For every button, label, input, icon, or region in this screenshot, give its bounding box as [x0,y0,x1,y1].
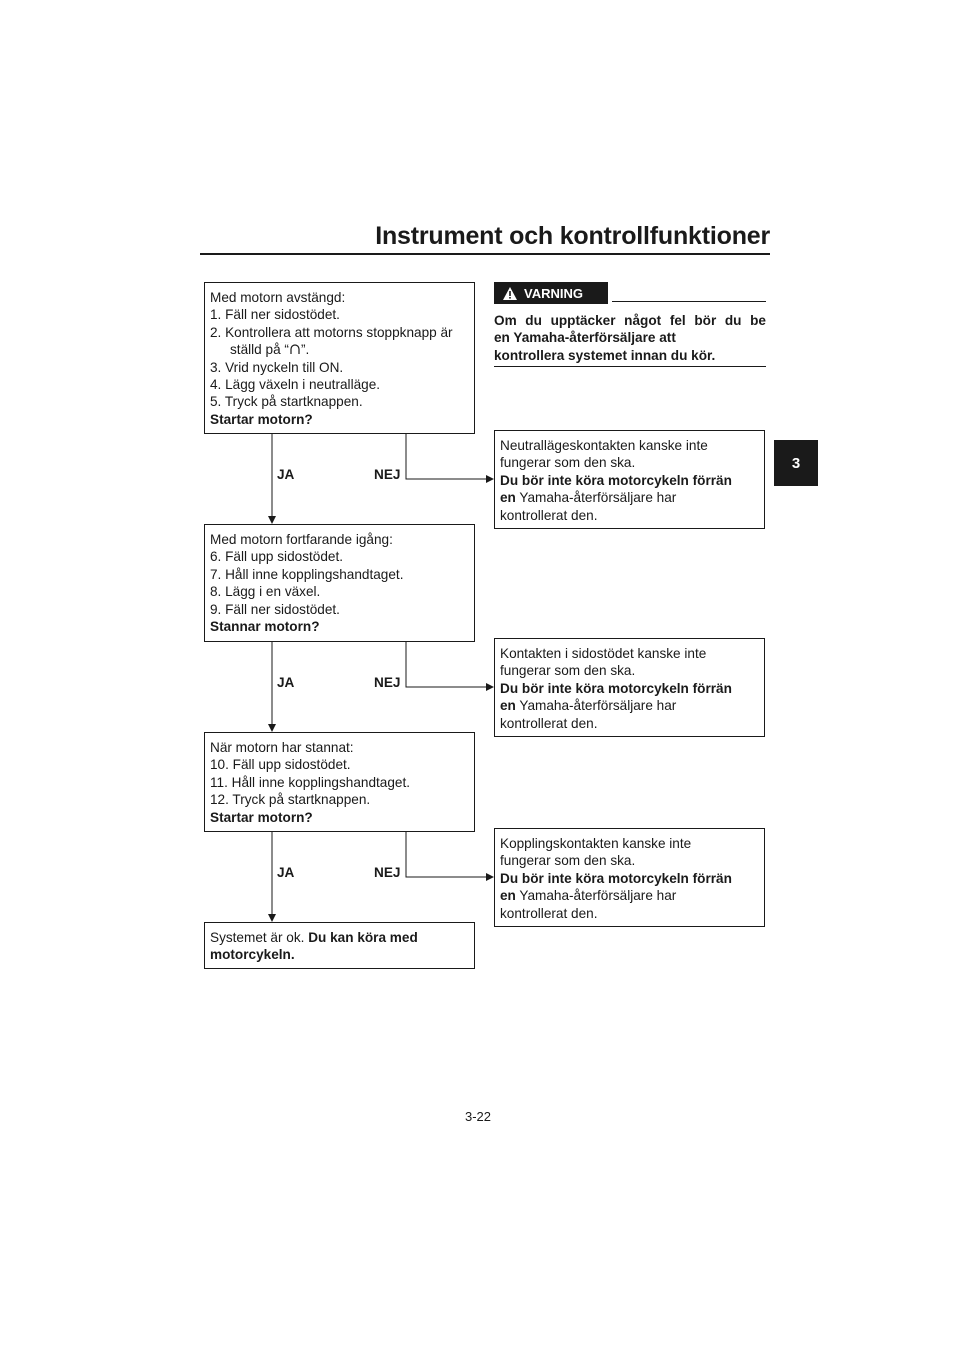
no-arrow-3 [406,832,493,877]
result2-line4: kontrollerat den. [500,715,598,731]
warning-text-line1: Om du upptäcker något fel bör du be [494,313,766,328]
step1-line3: 3. Vrid nyckeln till ON. [210,359,344,375]
step1-line2b-pre: ställd på “ [230,342,289,358]
page-number: 3-22 [465,1109,492,1124]
result1-line2: fungerar som den ska. [500,455,636,471]
warning-text-line2: en Yamaha-återförsäljare att [494,330,676,346]
engine-stop-run-icon [289,343,301,355]
result1-bold-line: Du bör inte köra motorcykeln förrän [500,472,732,488]
result2-line3: Yamaha-återförsäljare har [515,698,677,714]
result1-bold-en: en [500,490,516,506]
result3-line3-wrap [500,887,759,904]
result2-line2: fungerar som den ska. [500,663,636,679]
step3-line3: 12. Tryck på startknappen. [210,792,371,808]
step1-line2b [210,341,469,358]
result3-line2: fungerar som den ska. [500,853,636,869]
warning-header [494,282,766,304]
step3-line2: 11. Håll inne kopplingshandtaget. [210,774,411,790]
step2-heading: Med motorn fortfarande igång: [210,532,393,547]
step1-line4: 4. Lägg växeln i neutralläge. [210,377,381,393]
step2-line2: 7. Håll inne kopplingshandtaget. [210,566,404,582]
result2-line1: Kontakten i sidostödet kanske inte [500,646,707,661]
result3-line3: Yamaha-återförsäljare har [515,888,677,904]
no-label-1: NEJ [374,467,401,482]
warning-badge-label: VARNING [524,285,583,301]
result1-line3-wrap [500,489,759,506]
step1-line2b-post: ”. [300,342,310,358]
step3-question: Startar motorn? [210,809,313,825]
warning-text [494,312,766,364]
step2-question: Stannar motorn? [210,619,320,635]
no-label-3: NEJ [374,865,401,880]
result3-bold-line: Du bör inte köra motorcykeln förrän [500,870,732,886]
result1-line3: Yamaha-återförsäljare har [515,490,677,506]
result-box-3 [494,828,765,927]
page-title: Instrument och kontrollfunktioner [375,222,770,250]
step-box-1 [204,282,475,434]
result2-line3-wrap [500,697,759,714]
warning-header-rule [612,301,766,302]
step1-line2: 2. Kontrollera att motorns stoppknapp är [210,324,453,340]
step2-line4: 9. Fäll ner sidostödet. [210,601,340,617]
yes-label-2: JA [277,675,295,690]
step1-line5: 5. Tryck på startknappen. [210,394,363,410]
step1-line1: 1. Fäll ner sidostödet. [210,307,340,323]
warning-badge [494,282,608,304]
step4-text: Systemet är ok. [210,930,309,945]
warning-bottom-rule [494,366,766,367]
step4-bold1: Du kan köra med [308,930,418,945]
step-box-4 [204,922,475,969]
result1-line4: kontrollerat den. [500,507,598,523]
step2-line3: 8. Lägg i en växel. [210,584,321,600]
result2-bold-line: Du bör inte köra motorcykeln förrän [500,680,732,696]
no-label-2: NEJ [374,675,401,690]
chapter-tab: 3 [774,440,818,486]
step-box-2 [204,524,475,642]
result2-bold-en: en [500,698,516,714]
yes-label-1: JA [277,467,295,482]
step-box-3 [204,732,475,832]
result3-line1: Kopplingskontakten kanske inte [500,836,692,851]
result3-line4: kontrollerat den. [500,905,598,921]
no-arrow-2 [406,642,493,687]
step2-line1: 6. Fäll upp sidostödet. [210,549,343,565]
step1-heading: Med motorn avstängd: [210,290,346,305]
step1-question: Startar motorn? [210,411,313,427]
result3-bold-en: en [500,888,516,904]
step3-heading: När motorn har stannat: [210,740,354,755]
yes-label-3: JA [277,865,295,880]
warning-text-line3: kontrollera systemet innan du kör. [494,347,716,363]
step4-bold2: motorcykeln. [210,947,295,963]
result-box-2 [494,638,765,737]
result1-line1: Neutrallägeskontakten kanske inte [500,438,708,453]
step3-line1: 10. Fäll upp sidostödet. [210,757,351,773]
step4-line1 [210,929,469,946]
warning-triangle-icon [502,286,518,301]
result-box-1 [494,430,765,529]
no-arrow-1 [406,434,493,479]
